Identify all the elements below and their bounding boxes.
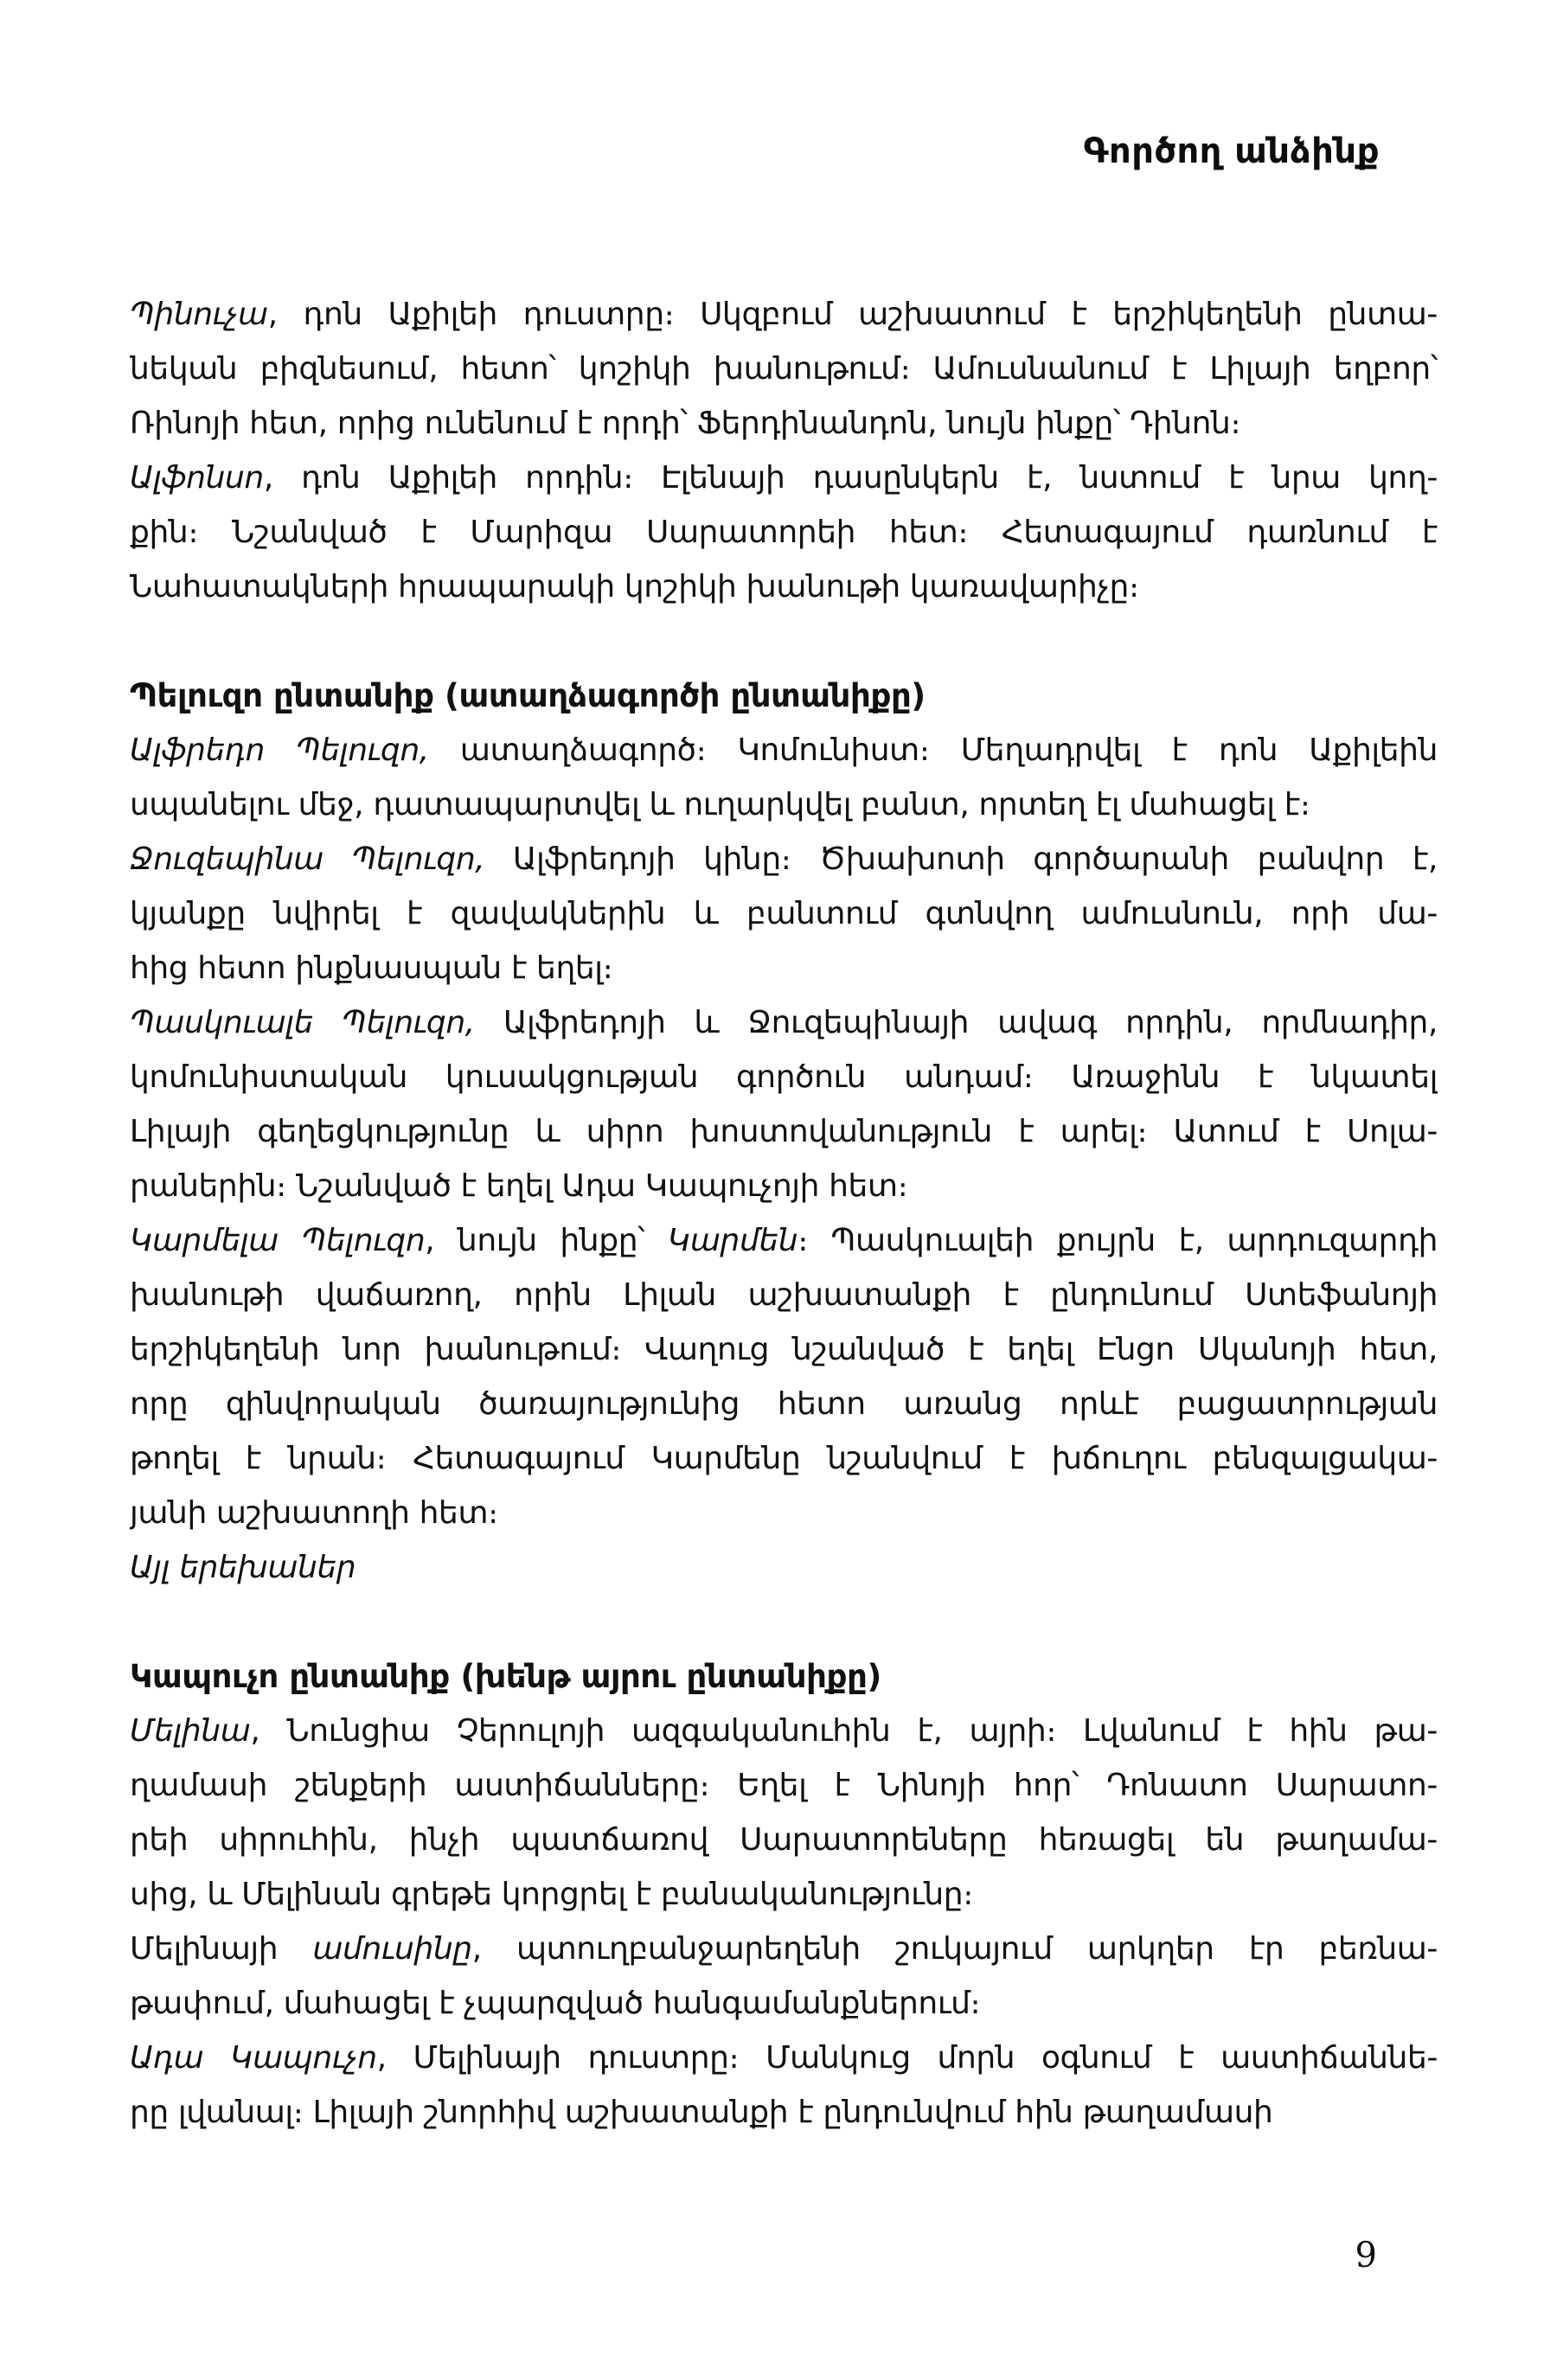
text-line [130,1758,1438,1813]
text-line [130,396,1438,451]
text-segment: , դոն Աքիլեի դուստրը։ Սկզբում աշխատում է երշիկեղենի ընտա- [267,297,1438,332]
text-line [130,995,1438,1050]
text-segment: Ալֆրեդոյի և Ջուզեպինայի ավագ որդին, որմնադիր, [474,1005,1438,1040]
text-line [130,451,1438,505]
character-name: Պասկուալե Պելուզո, [130,1005,475,1040]
text-segment: կյանքը նվիրել է զավակներին և բանտում գտնվող ամուսնուն, որի մա- [130,896,1438,931]
text-line [130,1322,1438,1377]
page-number: 9 [1355,2236,1377,2275]
text-line [130,505,1438,560]
text-line [130,1104,1438,1159]
text-line [130,2085,1438,2140]
character-name: Ադա Կապուչո [130,2040,377,2076]
text-line [130,723,1438,777]
text-line [130,1268,1438,1322]
text-line [130,1922,1438,1976]
character-name: Ալֆոնսո [130,460,264,496]
text-line [130,1540,1438,1595]
text-segment: սպանելու մեջ, դատապարտվել և ուղարկվել բանտ, որտեղ էլ մահացել է։ [130,787,1310,822]
character-name: Մելինա [130,1713,251,1749]
text-segment: սից, և Մելինան գրեթե կորցրել է բանականությունը։ [130,1877,973,1912]
text-segment: թողել է նրան։ Հետագայում Կարմենը նշանվում է խճուղու բենզալցակա- [130,1441,1438,1476]
text-line [130,1213,1438,1268]
section-heading: Կապուչո ընտանիք (խենթ այրու ընտանիքը) [130,1658,881,1695]
text-segment: ։ Պասկուալեի քույրն է, արդուզարդի [798,1223,1438,1258]
text-line [130,1867,1438,1922]
character-name: Այլ երեխաներ [130,1550,356,1585]
text-line [130,1704,1438,1758]
text-line [130,941,1438,995]
character-name: Ալֆրեդո Պելուզո, [130,733,429,768]
text-line [130,832,1438,886]
text-line [130,1976,1438,2031]
text-segment: քին։ Նշանված է Մարիզա Սարատորեի հետ։ Հետագայում դառնում է [130,515,1438,550]
text-segment: Ալֆրեդոյի կինը։ Ծխախոտի գործարանի բանվոր է, [484,841,1438,877]
running-header: Գործող անձինք [1083,131,1380,171]
text-segment: նեկան բիզնեսում, հետո՝ կոշիկի խանութում։ Ամուսնանում է Լիլայի եղբոր՝ [130,351,1438,387]
text-line [130,1377,1438,1431]
text-line [130,1159,1438,1213]
text-segment: Ռինոյի հետ, որից ունենում է որդի՝ Ֆերդինանդոն, նույն ինքը՝ Դինոն։ [130,406,1241,441]
character-name: Պինուչա [130,297,268,332]
text-segment: խանութի վաճառող, որին Լիլան աշխատանքի է ընդունում Ստեֆանոյի [130,1277,1438,1313]
text-segment: րեի սիրուհին, ինչի պատճառով Սարատորեները հեռացել են թաղամա- [130,1822,1438,1858]
text-line [130,886,1438,941]
text-segment: , նույն ինքը՝ [425,1223,668,1258]
text-segment: որը զինվորական ծառայությունից հետո առանց որևէ բացատրության [130,1386,1438,1422]
character-name: Կարմելա Պելուզո [130,1223,426,1258]
text-line [130,777,1438,832]
text-segment: , պտուղբանջարեղենի շուկայում արկղեր էր բեռնա- [471,1931,1438,1967]
text-segment: ատաղձագործ։ Կոմունիստ։ Մեղադրվել է դոն Աքիլեին [428,733,1438,768]
text-segment: րաներին։ Նշանված է եղել Ադա Կապուչոյի հետ։ [130,1168,908,1204]
text-segment: Մելինայի [130,1931,313,1967]
character-name: ամուսինը [312,1931,472,1967]
text-segment: ղամասի շենքերի աստիճանները։ Եղել է Նինոյի հոր՝ Դոնատո Սարատո- [130,1768,1438,1803]
text-segment: , Նունցիա Չերուլոյի ազգականուհին է, այրի։ Լվանում է հին թա- [250,1713,1438,1749]
text-segment: , դոն Աքիլեի որդին։ Էլենայի դասընկերն է, նստում է նրա կող- [263,460,1438,496]
text-line [130,2031,1438,2085]
section-heading: Պելուզո ընտանիք (ատաղձագործի ընտանիքը) [130,677,926,714]
text-line [130,1486,1438,1540]
text-line [130,1050,1438,1104]
text-segment: Լիլայի գեղեցկությունը և սիրո խոստովանություն է արել։ Ատում է Սոլա- [130,1114,1438,1149]
text-line [130,342,1438,396]
text-block [130,287,1438,2140]
text-line [130,1813,1438,1867]
text-segment: թափում, մահացել է չպարզված հանգամանքներում։ [130,1986,981,2021]
text-segment: րը լվանալ։ Լիլայի շնորհիվ աշխատանքի է ընդունվում հին թաղամասի [130,2095,1273,2130]
text-line [130,1431,1438,1486]
text-line [130,560,1438,614]
text-segment: , Մելինայի դուստրը։ Մանկուց մորն օգնում է աստիճաննե- [376,2040,1438,2076]
character-name: Ջուզեպինա Պելուզո, [130,841,485,877]
character-name: Կարմեն [667,1223,798,1258]
text-segment: երշիկեղենի նոր խանութում։ Վաղուց նշանված է եղել Էնցո Սկանոյի հետ, [130,1332,1438,1367]
text-segment: Նահատակների հրապարակի կոշիկի խանութի կառավարիչը։ [130,569,1139,605]
text-segment: հից հետո ինքնասպան է եղել։ [130,950,613,986]
text-segment: կոմունիստական կուսակցության գործուն անդամ։ Առաջինն է նկատել [130,1059,1438,1095]
text-segment: յանի աշխատողի հետ։ [130,1495,498,1531]
text-line [130,287,1438,342]
